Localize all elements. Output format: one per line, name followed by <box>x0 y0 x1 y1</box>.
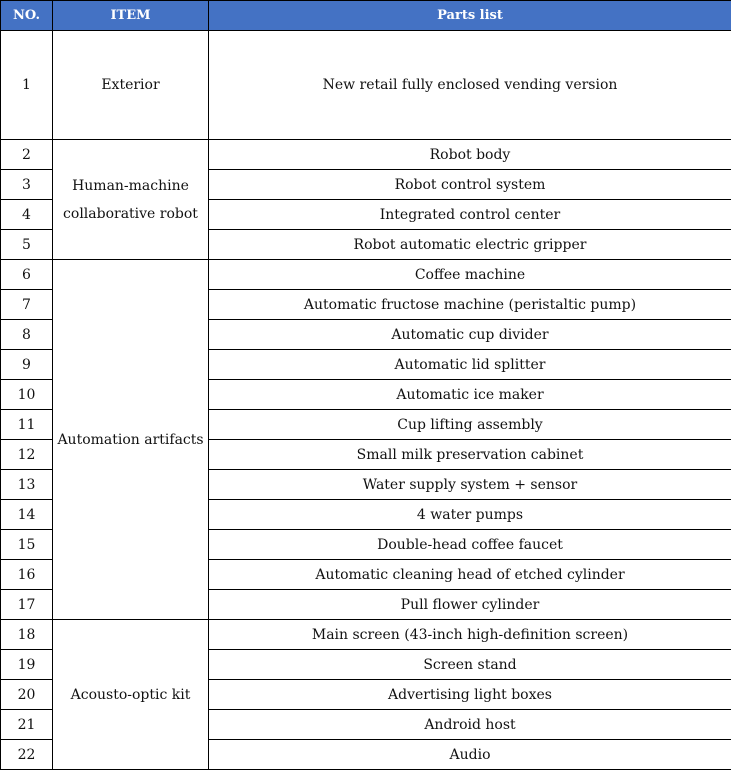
row-number: 8 <box>1 320 53 350</box>
row-number: 14 <box>1 500 53 530</box>
part-name: 4 water pumps <box>209 500 731 530</box>
part-name: Robot control system <box>209 170 731 200</box>
part-name: Pull flower cylinder <box>209 590 731 620</box>
row-number: 2 <box>1 140 53 170</box>
header-row <box>1 1 731 31</box>
part-name: Audio <box>209 740 731 770</box>
part-name: Android host <box>209 710 731 740</box>
table-row <box>1 260 731 290</box>
row-number: 22 <box>1 740 53 770</box>
part-name: Double-head coffee faucet <box>209 530 731 560</box>
part-name: Main screen (43-inch high-definition screen) <box>209 620 731 650</box>
part-name: Small milk preservation cabinet <box>209 440 731 470</box>
item-category: Acousto-optic kit <box>53 620 209 770</box>
part-name: Advertising light boxes <box>209 680 731 710</box>
row-number: 4 <box>1 200 53 230</box>
part-name: Cup lifting assembly <box>209 410 731 440</box>
header-item: ITEM <box>53 1 209 31</box>
row-number: 17 <box>1 590 53 620</box>
row-number: 16 <box>1 560 53 590</box>
item-category: Automation artifacts <box>53 260 209 620</box>
table-row <box>1 620 731 650</box>
row-number: 5 <box>1 230 53 260</box>
item-category: Exterior <box>53 31 209 140</box>
row-number: 20 <box>1 680 53 710</box>
part-name: Automatic fructose machine (peristaltic pump) <box>209 290 731 320</box>
item-category: Human-machine collaborative robot <box>53 140 209 260</box>
row-number: 11 <box>1 410 53 440</box>
part-name: New retail fully enclosed vending version <box>209 31 731 140</box>
part-name: Robot automatic electric gripper <box>209 230 731 260</box>
row-number: 3 <box>1 170 53 200</box>
row-number: 21 <box>1 710 53 740</box>
header-parts: Parts list <box>209 1 731 31</box>
part-name: Coffee machine <box>209 260 731 290</box>
part-name: Screen stand <box>209 650 731 680</box>
row-number: 1 <box>1 31 53 140</box>
row-number: 6 <box>1 260 53 290</box>
row-number: 15 <box>1 530 53 560</box>
row-number: 18 <box>1 620 53 650</box>
part-name: Automatic cup divider <box>209 320 731 350</box>
row-number: 12 <box>1 440 53 470</box>
part-name: Integrated control center <box>209 200 731 230</box>
row-number: 10 <box>1 380 53 410</box>
table-row <box>1 31 731 140</box>
header-no: NO. <box>1 1 53 31</box>
part-name: Automatic lid splitter <box>209 350 731 380</box>
part-name: Robot body <box>209 140 731 170</box>
part-name: Automatic cleaning head of etched cylinder <box>209 560 731 590</box>
row-number: 7 <box>1 290 53 320</box>
row-number: 9 <box>1 350 53 380</box>
row-number: 19 <box>1 650 53 680</box>
row-number: 13 <box>1 470 53 500</box>
part-name: Water supply system + sensor <box>209 470 731 500</box>
table-row <box>1 140 731 170</box>
part-name: Automatic ice maker <box>209 380 731 410</box>
